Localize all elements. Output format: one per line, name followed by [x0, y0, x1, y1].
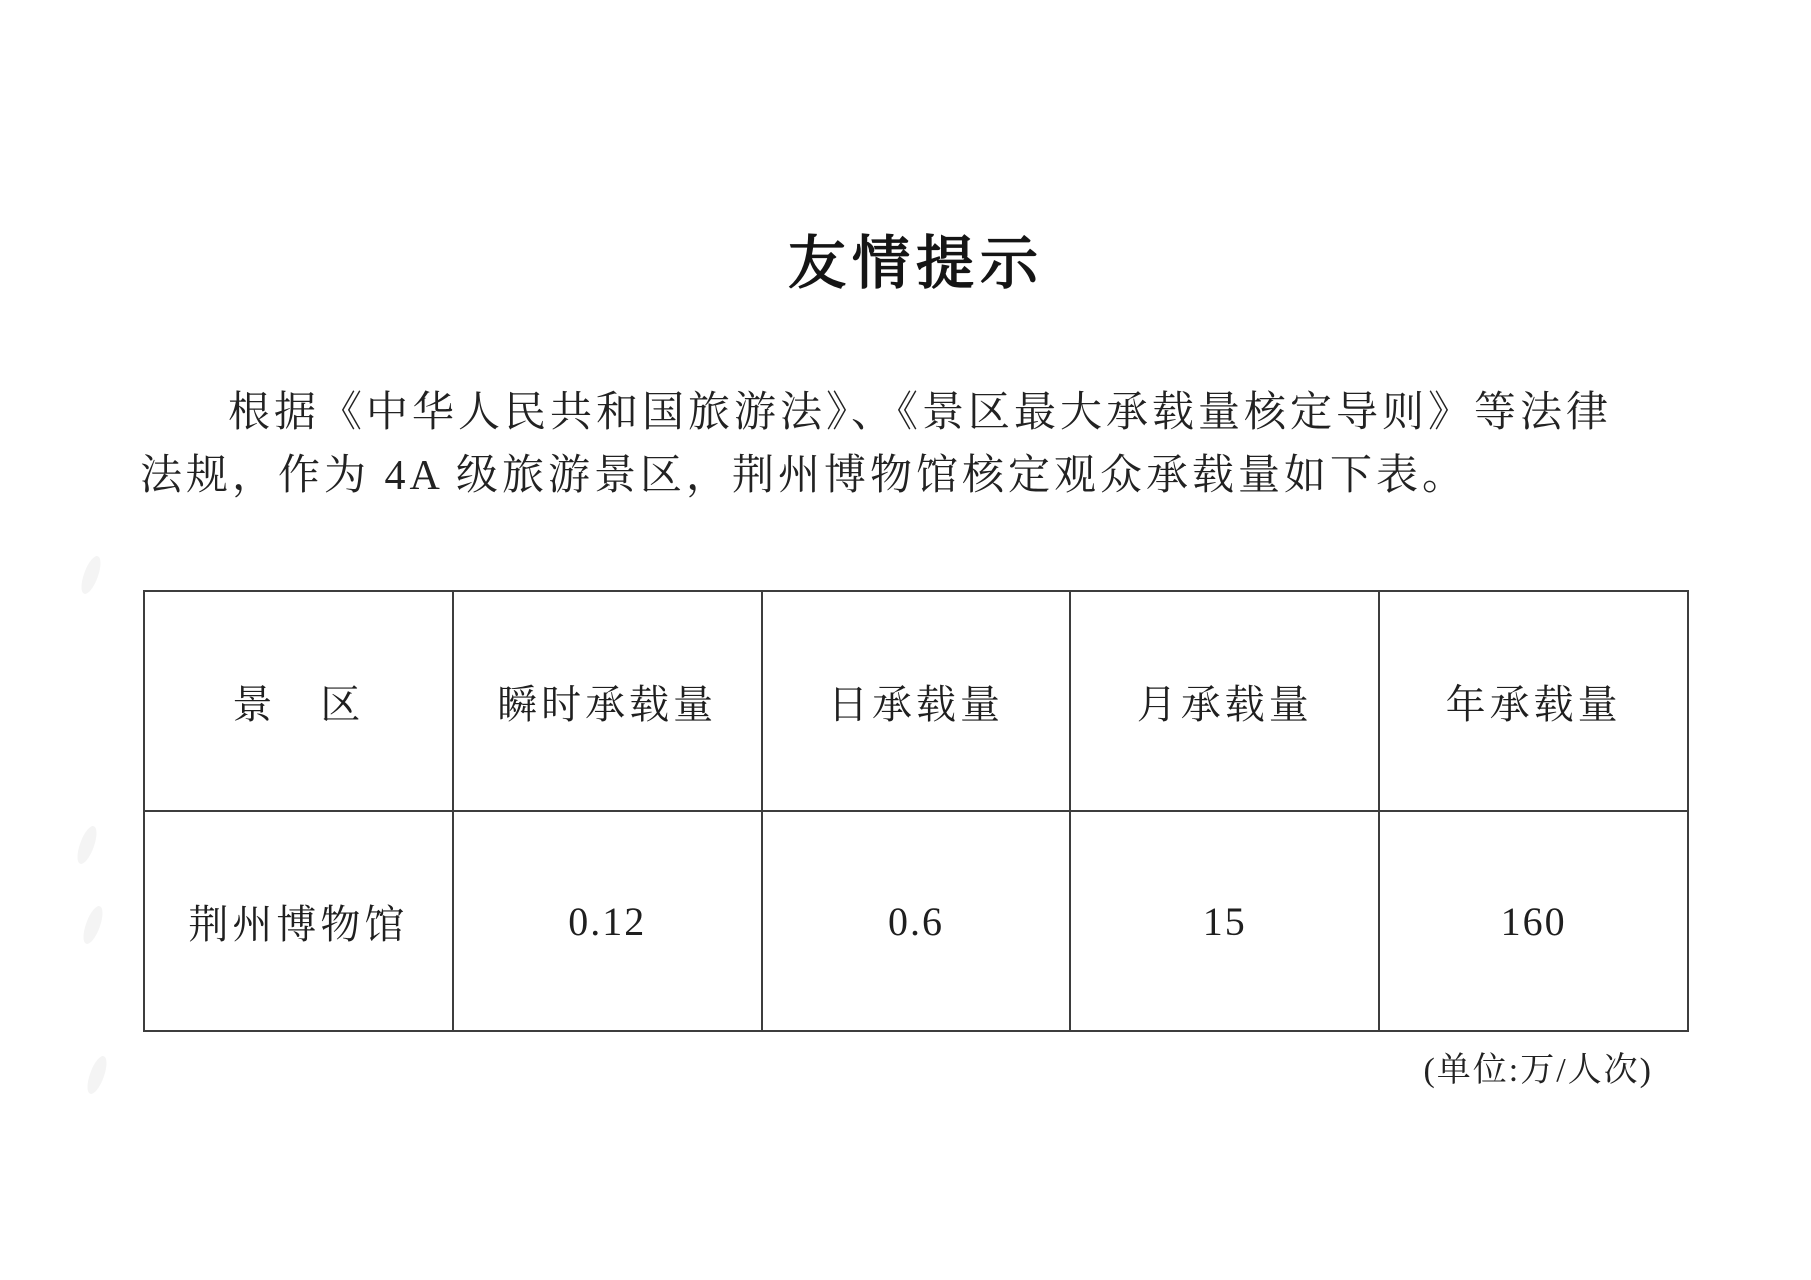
cell-daily-capacity: 0.6: [762, 811, 1071, 1031]
scan-artifact: [74, 824, 101, 866]
scan-artifact: [84, 1054, 111, 1096]
header-daily-capacity: 日承载量: [762, 591, 1071, 811]
header-instant-capacity: 瞬时承载量: [453, 591, 762, 811]
table-row: [144, 811, 1688, 1031]
page-title: 友情提示: [787, 231, 1044, 296]
intro-paragraph-line-1: 根据《中华人民共和国旅游法》、《景区最大承载量核定导则》等法律: [228, 390, 1613, 436]
cell-annual-capacity: 160: [1379, 811, 1688, 1031]
header-monthly-capacity: 月承载量: [1070, 591, 1379, 811]
cell-instant-capacity: 0.12: [453, 811, 762, 1031]
scan-artifact: [80, 904, 107, 946]
capacity-table: [143, 590, 1689, 1032]
cell-monthly-capacity: 15: [1070, 811, 1379, 1031]
header-annual-capacity: 年承载量: [1379, 591, 1688, 811]
scan-artifact: [78, 554, 105, 596]
header-scenic-area: 景 区: [144, 591, 453, 811]
unit-note: (单位:万/人次): [1423, 1052, 1653, 1089]
cell-scenic-area: 荆州博物馆: [144, 811, 453, 1031]
table-header-row: [144, 591, 1688, 811]
intro-paragraph: [140, 382, 1690, 508]
intro-paragraph-line-2: 法规，作为 4A 级旅游景区，荆州博物馆核定观众承载量如下表。: [140, 453, 1469, 499]
